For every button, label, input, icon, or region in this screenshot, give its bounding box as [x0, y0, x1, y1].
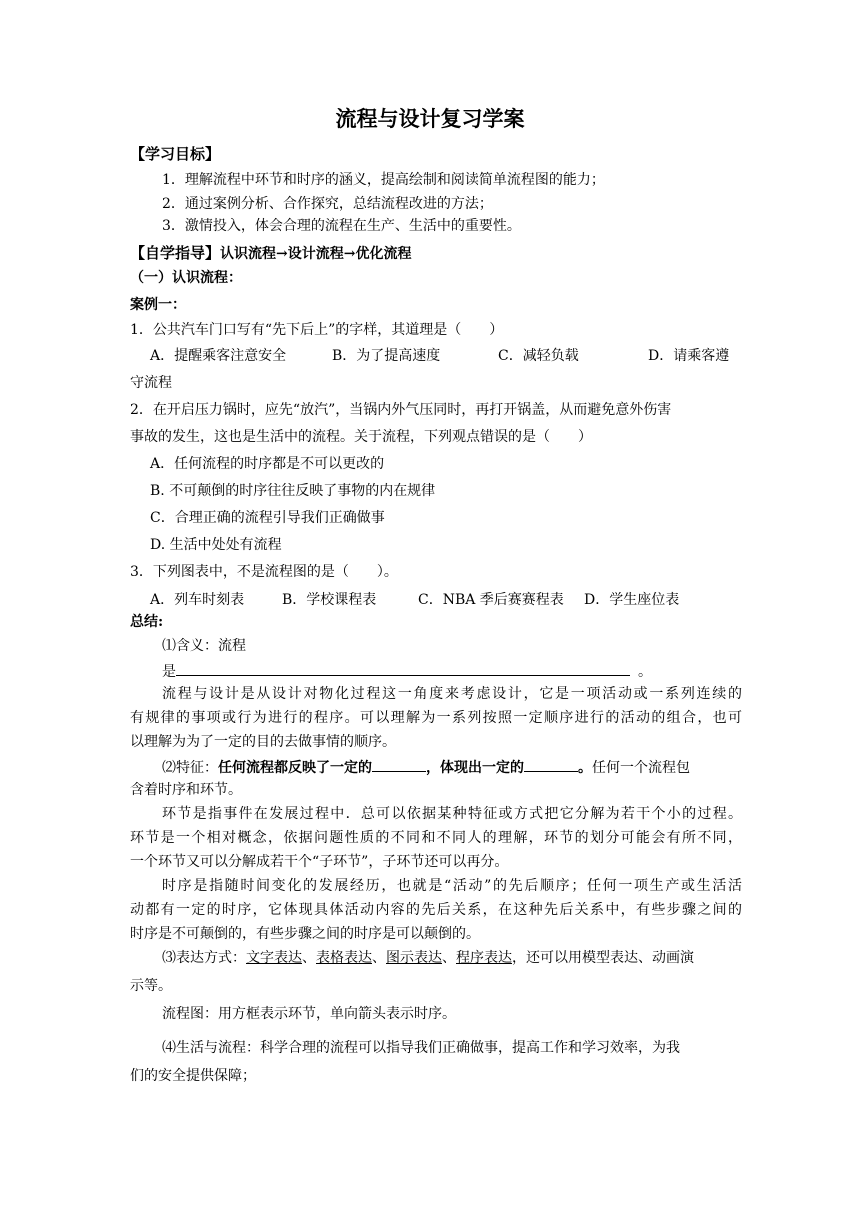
guide-path: 认识流程→设计流程→优化流程: [220, 246, 412, 262]
sequence-paragraph-1: 时序是指随时间变化的发展经历，也就是“活动”的先后顺序；任何一项生产或生活活: [162, 878, 742, 894]
question-1-option-d: D．请乘客遵: [648, 348, 730, 364]
question-3-option-b: B．学校课程表: [282, 592, 377, 608]
feature-rest: 任何一个流程包: [592, 760, 690, 776]
question-3-option-a: A．列车时刻表: [150, 592, 245, 608]
design-paragraph-3: 以理解为为了一定的目的去做事情的顺序。: [130, 734, 396, 750]
definition-label: ⑴含义：流程: [162, 638, 246, 654]
expression-sep-1: 、: [302, 950, 316, 966]
life-paragraph-1: ⑷生活与流程：科学合理的流程可以指导我们正确做事，提高工作和学习效率，为我: [162, 1040, 680, 1056]
design-paragraph-1: 流程与设计是从设计对物化过程这一角度来考虑设计，它是一项活动或一系列连续的: [162, 686, 742, 702]
summary-heading: 总结:: [130, 614, 164, 630]
expression-table: 表格表达: [316, 950, 372, 966]
question-1-option-d-cont: 守流程: [130, 375, 172, 391]
expression-program: 程序表达: [456, 950, 512, 966]
objective-3: 3．激情投入，体会合理的流程在生产、生活中的重要性。: [162, 218, 521, 234]
question-3-option-c: C．NBA 季后赛赛程表: [418, 592, 564, 608]
objectives-heading: 【学习目标】: [130, 145, 221, 163]
question-1-stem: 1．公共汽车门口写有“先下后上”的字样，其道理是（ ）: [130, 322, 504, 338]
feature-bold-2: ，体现出一定的: [426, 760, 524, 776]
expression-text: 文字表达: [246, 950, 302, 966]
expression-rest: ，还可以用模型表达、动画演: [512, 950, 694, 966]
design-paragraph-2: 有规律的事项或行为进行的程序。可以理解为一系列按照一定顺序进行的活动的组合，也可: [130, 710, 742, 726]
page-title: 流程与设计复习学案: [335, 106, 525, 131]
link-paragraph-1: 环节是指事件在发展过程中．总可以依据某种特征或方式把它分解为若干个小的过程。: [162, 806, 742, 822]
definition-end: 。: [638, 664, 652, 680]
feature-bold-1: 任何流程都反映了一定的: [218, 760, 372, 776]
question-2-option-b: B. 不可颠倒的时序往往反映了事物的内在规律: [150, 483, 436, 499]
question-1-option-b: B．为了提高速度: [332, 348, 441, 364]
link-paragraph-2: 环节是一个相对概念，依据问题性质的不同和不同人的理解，环节的划分可能会有所不同，: [130, 830, 742, 846]
question-2-option-d: D. 生活中处处有流程: [150, 537, 282, 553]
sequence-paragraph-2: 动都有一定的时序，它体现具体活动内容的先后关系，在这种先后关系中，有些步骤之间的: [130, 902, 742, 918]
objective-1: 1．理解流程中环节和时序的涵义，提高绘制和阅读简单流程图的能力；: [162, 172, 605, 188]
expression-line: [162, 948, 694, 968]
question-1-option-c: C．减轻负载: [498, 348, 579, 364]
feature-prefix: ⑵特征：: [162, 760, 218, 776]
definition-is: 是: [162, 664, 176, 680]
definition-line: [162, 660, 652, 682]
objective-2: 2．通过案例分析、合作探究，总结流程改进的方法；: [162, 196, 493, 212]
expression-prefix: ⑶表达方式：: [162, 950, 246, 966]
question-3-stem: 3．下列图表中，不是流程图的是（ ）。: [130, 564, 398, 580]
expression-line-2: 示等。: [130, 978, 172, 994]
question-1-option-a: A．提醒乘客注意安全: [150, 348, 287, 364]
question-3-option-d: D．学生座位表: [584, 592, 680, 608]
question-2-stem-2: 事故的发生，这也是生活中的流程。关于流程，下列观点错误的是（ ）: [130, 429, 592, 445]
guide-heading-line: [130, 243, 411, 264]
feature-bold-3: 。: [578, 760, 592, 776]
feature-line-2: 含着时序和环节。: [130, 782, 242, 798]
expression-sep-2: 、: [372, 950, 386, 966]
feature-blank-1: [372, 756, 426, 772]
section-1-heading: （一）认识流程：: [130, 270, 242, 286]
feature-line: [162, 756, 690, 778]
feature-blank-2: [524, 756, 578, 772]
question-2-stem-1: 2．在开启压力锅时，应先“放汽”，当锅内外气压同时，再打开锅盖，从而避免意外伤害: [130, 402, 672, 418]
expression-sep-3: 、: [442, 950, 456, 966]
question-2-option-a: A．任何流程的时序都是不可以更改的: [150, 456, 385, 472]
question-2-option-c: C．合理正确的流程引导我们正确做事: [150, 510, 385, 526]
life-paragraph-2: 们的安全提供保障；: [130, 1068, 256, 1084]
definition-blank: [176, 660, 630, 676]
guide-heading: 【自学指导】: [130, 244, 221, 262]
link-paragraph-3: 一个环节又可以分解成若干个“子环节”，子环节还可以再分。: [130, 854, 509, 870]
case-1-heading: 案例一：: [130, 297, 186, 313]
sequence-paragraph-3: 时序是不可颠倒的，有些步骤之间的时序是可以颠倒的。: [130, 926, 480, 942]
expression-diagram: 图示表达: [386, 950, 442, 966]
flowchart-definition: 流程图：用方框表示环节，单向箭头表示时序。: [162, 1006, 456, 1022]
